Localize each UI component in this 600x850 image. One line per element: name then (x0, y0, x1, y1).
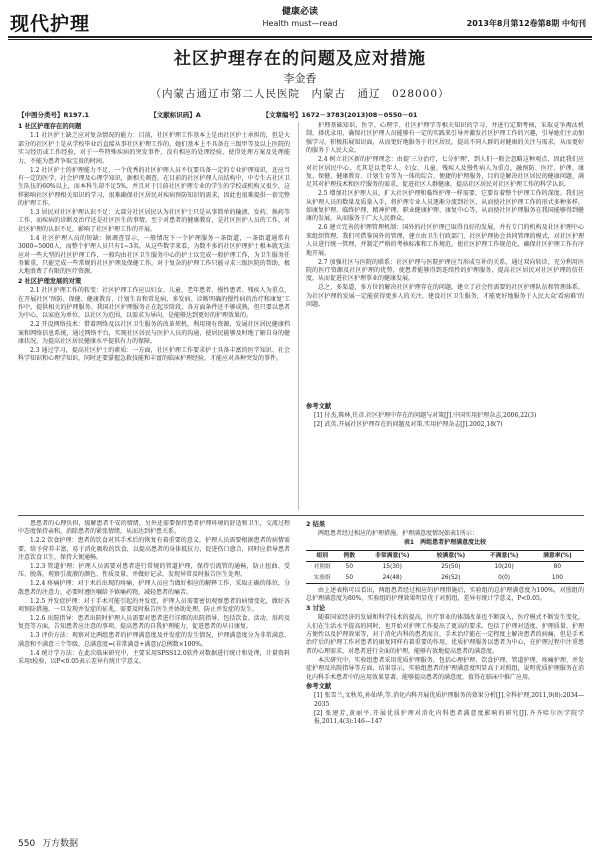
table-header-cell: 不满意(%) (489, 552, 519, 559)
article-meta (18, 110, 588, 119)
table-row (306, 562, 584, 573)
table-header-cell: 例数 (343, 552, 356, 559)
table-cell: 80 (553, 564, 562, 571)
table-cell: 0(0) (498, 574, 511, 581)
table-cell: 50 (345, 574, 354, 581)
paragraph: 1.2 社区护士的护理能力不足，一个优秀的社区护理人员不仅要具备一定的专业护理知识，还应当有一定的医学、社会护理及心理学知识，据相关调查，在目前的社区护理人员结构中，中专生占社区卫生队伍的60%以上，而本科生却不足5%，并且对于目前社区护理专业的学生的学校或机构又很少，这样影响社区护理相关知识的学习，很难确保社区居民对疾病预防知识的需求，因此也很难提供一套完整的护理工作。 (18, 166, 290, 208)
references-list (306, 412, 584, 429)
paragraph: 2.1 社区护理工作的转变：社区护理工作应以妇女、儿童、老年患者、慢性患者、残疾人为重点，在开展社区'预防、保健、健康教育、计划生育和常见病、多发病、诊断明确的慢性病的治疗和康复'工作中，提供相关的护理服务。我国社区护理服务正在起步阶段，各方面条件还不够成熟，但只要以患者为中心，以家庭为单位，以社区为范围，以需求为导向，是能够达到更好的护理效果的。 (18, 287, 290, 320)
table-caption: 表1 两组患者护理满意度比较 (403, 539, 487, 547)
table-cell: 24(48) (382, 574, 402, 581)
article-divider (18, 515, 584, 516)
paragraph: 1.2.2 饮食护理：患者的饮食对其手术后的恢复有着重要的意义，护理人员需要根据患者的病情需要，给予营养丰富、易于消化吸收的饮食，以提高患者的身体抵抗力，促进伤口愈合，同时应指导患者注意饮食卫生，保持大便通畅。 (18, 537, 290, 562)
clc-number: 【中图分类号】R197.1 (18, 111, 90, 119)
header-rule-thin (8, 39, 592, 40)
paragraph: 1.2.6 出院指导：患者出院时护理人员需要对患者进行详细的出院指导，包括饮食、活动、用药及复查等方面，告知患者应注意的事项，提高患者的自我护理能力，促进患者的早日康复。 (18, 614, 290, 631)
page-footer (18, 836, 78, 849)
page-header (0, 0, 600, 38)
paragraph: 2.5 增加社区护理人员，扩大社区护理和临终护理一样需要，它要育着整个护理工作的深度。我们应从护理人员的数量及质量入手，将护理专业人员逐渐分流到社区，从而使社区护理工作的形式多种多样，如康复护理、临终护理、精神护理、职业健康护理、康复中心等，从而使社区护理服务在我国能够得到健康的发展，从而服务于广大人民群众。 (306, 190, 584, 223)
paragraph: 1.4 统计学方法：在此次临床研究中，主要采用SPSS12.0软件对数据进行统计和处理，计量资料采用t检验，以P<0.05表示差异有统计学意义。 (18, 649, 290, 665)
bottom-left-column (18, 520, 290, 830)
reference-item: [1] 张雪兰,文秋英,孙仙华,等.消化内科开展优质护理服务的效果分析[J].全科护理,2011,9(8):2034—2035 (314, 692, 584, 708)
paragraph: 1.2.3 管道护理：护理人员需要对患者进行常规的管道护理，保持引流管的通畅，防止扭曲、受压、脱落，观察引流液的颜色、性质及量，并做好记录，发现异常及时报告医生处理。 (18, 563, 290, 579)
table-header-row (306, 550, 584, 561)
results-intro: 两组患者经过相应的护理措施，护理满意度情况如表1所示： (318, 530, 478, 538)
paragraph: 2.7 加强社区与医院的联系：社区护理与医院护理应当形成互补的关系，通过双向转诊，充分利用医院的医疗资源及社区护理的优势，使患者能够得到连续性的护理服务，提高社区居民对社区护理的信任度，从而促进社区护理事业的健康发展。 (306, 258, 584, 283)
table-cell: 100 (551, 574, 563, 581)
reference-item: [2] 张建芳,黄丽平.开展优质护理对消化内科患者满意度影响的研究[J].齐齐哈尔医学院学报,2011,4(3):146—147 (314, 709, 584, 726)
column-label (245, 6, 355, 30)
journal-title: 现代护理 (10, 13, 91, 35)
document-code: 【文献标识码】A (150, 111, 201, 119)
issue-info: 2013年8月第12卷第8期 中旬刊 (466, 19, 586, 28)
page-number: 550 (18, 839, 36, 849)
column-label-en: Health must—read (262, 19, 338, 28)
table-header-cell: 较满意(%) (436, 552, 466, 559)
paragraph: 总之，多渠道，多方位的解决社区护理存在的问题，建立了社会性需要的社区护理队伍和管理体系，为社区护理的发展一定能获得更多人的关注，建设社区卫生服务，才能更好地服务于人民大众'看病难'的问题。 (306, 284, 584, 309)
article-affiliation: （内蒙古通辽市第二人民医院 内蒙古 通辽 028000） (150, 88, 450, 100)
table-cell: 10(20) (494, 564, 514, 571)
table-header-cell: 组别 (316, 552, 329, 559)
satisfaction-table (306, 550, 584, 584)
paragraph: 1.3 评价方法：观察对比两组患者的护理满意度及并发症的发生情况，护理满意度分为非常满意、满意和不满意三个等级，总满意度=(非常满意+满意)/总例数×100%。 (18, 632, 290, 648)
paragraph: 由上述表格可以看出，两组患者经过相应的护理措施后，实验组的总护理满意度为100%，对照组的总护理满意度为80%，实验组的护理效果明显优于对照组，差异有统计学意义，P<0.05。 (306, 586, 584, 603)
article-title: 社区护理存在的问题及应对措施 (174, 49, 426, 69)
references-heading: 参考文献 (306, 403, 332, 410)
paragraph: 1.4 社区护理人员的短缺：据调查显示，一般情况下一个护理服务一条街道，一条街道通常有3000~5000人，而整个护理人员只有1~3名，从这些数字来看，为数不多的社区护理护士根本就无法应对一些大型的社区护理工作，一般均由社区卫生服务中心的护士以完成一般护理工作，为卫生服务任务繁重，只能完成一些常规的社区护理及保健工作，对于复杂的护理工作只能寻求三级医院的帮助，极大地浪费了有限的医疗资源。 (18, 234, 290, 276)
paragraph: 1.2.5 并发症护理：对于手术可能引起的并发症，护理人员需要密切观察患者的病情变化，做好各项预防措施，一旦发现并发症的征兆，需要及时报告医生并协助处理，防止并发症的发生。 (18, 597, 290, 614)
reference-item: [2] 武英.开展社区护理存在的问题及对策.实用护理杂志[J].2002,18(7) (314, 421, 503, 429)
paragraph: 随着国家经济的发展和科学技术的提高，医疗事业的体制改革也不断深入，医疗模式不断发生变化，人们在生活水平提高的同时，也开始对护理工作提出了更高的要求。包括了护理对适度、护理质量、护理方便性以及护理效果等，对于消化内科的患者而言，手术治疗能在一定程度上解决患者的病痛，但是手术治疗后的护理工作对患者的康复同样有着重要的作用，优质护理服务以患者为中心，在护理过程中注重患者的心理需求，对患者进行全面的护理，能够有效地提高患者的满意度。 (306, 614, 584, 655)
table-cell: 25(50) (441, 564, 461, 571)
top-left-column (18, 122, 290, 510)
article-author: 李金香 (283, 72, 317, 85)
table-header-cell: 非常满意(%) (375, 552, 410, 559)
references-first (306, 402, 584, 510)
reference-item: [1] 付杰,陈林,任彦.社区护理中存在的问题与对策[J].中国实用护理杂志,2006,22(3) (314, 412, 537, 420)
table-row (306, 573, 584, 584)
paragraph: 2.3 通过学习，提高社区护士的素质：一方面，社区护理工作要求护士具备丰富的医学知识、社会科学知识和心理学知识，同时还要掌握急救技能和丰富的临床护理经验，才能应对各种突发的事件。 (18, 347, 290, 363)
paragraph: 患患者的心理负担，缓解患者不安的情绪，另外还需要保持患者护理环境的舒适和卫生，交流过程中态度保持亲和，消除患者的紧张情绪，从而达到护患关系。 (18, 520, 290, 536)
paragraph: 1.2.4 疼痛护理：对于术后出现的疼痛，护理人员应当做好相应的解释工作，采取正确的体位，分散患者的注意力，必要时遵医嘱给予镇痛药物，减轻患者的痛苦。 (18, 580, 290, 596)
paragraph: 护理基础知识、医学、心理学、社区护理学等相关知识的学习，并进行定期考核，采取竞争淘汰机制，择优录用，确保社区护理人员能够有一定的实践来引导并激发社区护理工作的兴趣，引导她们主动加强学习，积极拓展知识面，从而更好地服务于社区居民，提高不同人群的对健康的关注与需求，从而更好的服务于人民大众。 (306, 122, 584, 155)
publisher-mark: 万方数据 (42, 839, 79, 849)
paragraph: 1.1 社区护士缺乏应对复杂情况的能力：目前，社区护理工作基本上是由社区护士承担的，但是大部分的社区护士是从学校毕业后直接从事社区护理工作的，她们基本上不具备在三级甲等及以上医院的实习经历或工作经验，对于一些特殊疾病的突发事件，没有相应的处理经验，使得处理方案及处理能力，不能为患者争取宝贵的时间。 (18, 132, 290, 165)
results-heading: 2 结果 (306, 521, 326, 528)
table-cell: 15(30) (382, 564, 402, 571)
paragraph: 2.4 树立社区新的护理理念：由提'三分治疗，七分护理'，到人们一般会忽略这种观点，因此我们应对社区居民中心，尤其是以老年人、妇女、儿童、残疾人及慢性病人为重点，融预防、医疗、护理、康复、保健、健康教育、计划生育等为一体的综合、便捷的护理服务，目的是解决社区居民的健康问题，满足其对护理技术和医疗服务的需求，促进社区人群健康，提高社区居民对社区护理工作的科学认识。 (306, 156, 584, 189)
table-cell: 对照组 (313, 564, 331, 571)
section-heading: 2 社区护理发展的对策 (18, 277, 82, 285)
paragraph: 本次研究中，实验组患者采用优质护理服务，包括心理护理、饮食护理、管道护理、疼痛护理、并发症护理及出院指导等方面，结果显示，实验组患者的护理满意度明显高于对照组，说明优质护理服务在消化内科手术患者中的应用效果显著，能够提高患者的满意度，值得在临床中推广应用。 (306, 656, 584, 681)
top-right-column (306, 122, 584, 392)
paragraph: 2.2 开设网络技术：借着网络及以社区卫生服务的改革契机，利用现有资源，发展社区居民健康档案和网络信息系统，通过网络平台，实现社区居民与医护人员的沟通，使居民能够及时地了解自身的健康状况，为提高社区居民健康水平提供有力的保障。 (18, 321, 290, 346)
table-cell: 实验组 (313, 574, 331, 581)
column-label-cn: 健康必读 (281, 7, 318, 17)
paragraph: 2.6 建立完善的护理管理机制：国外的社区护理已取得良好的发展，并有专门的机构及社区护理中心来组织管理。我们可借鉴国外的管理，建立由卫生行政部门、社区护理协会共同管理的模式，对社区护理人员进行统一管理，并制定严格的考核标准和工作规范，使社区护理工作规范化，确保社区护理工作有序地开展。 (306, 224, 584, 257)
table-cell: 26(52) (441, 574, 461, 581)
table-cell: 50 (345, 564, 354, 571)
header-rule (8, 36, 592, 38)
paragraph: 1.3 居民对社区护理认识不足：大部分社区居民认为社区护士只是从事简单的输液、发药、换药等工作，而疾病的诊断及治疗还是社区医生的事情，至于对患者的健康教育，是社区医护人员的工作，对社区护理的认识不足，影响了社区护理工作的开展。 (18, 209, 290, 233)
section-heading: 3 讨论 (306, 604, 326, 612)
column-divider (298, 122, 299, 510)
references-list-second (306, 692, 584, 726)
table-body (306, 562, 584, 584)
bottom-right-column (306, 520, 584, 835)
article-id: 【文章编号】1672－3783(2013)08－0550－01 (262, 111, 418, 119)
table-header-cell: 满意率(%) (543, 552, 572, 559)
section-heading: 1 社区护理存在的问题 (18, 123, 82, 130)
references-heading-second: 参考文献 (306, 682, 332, 690)
